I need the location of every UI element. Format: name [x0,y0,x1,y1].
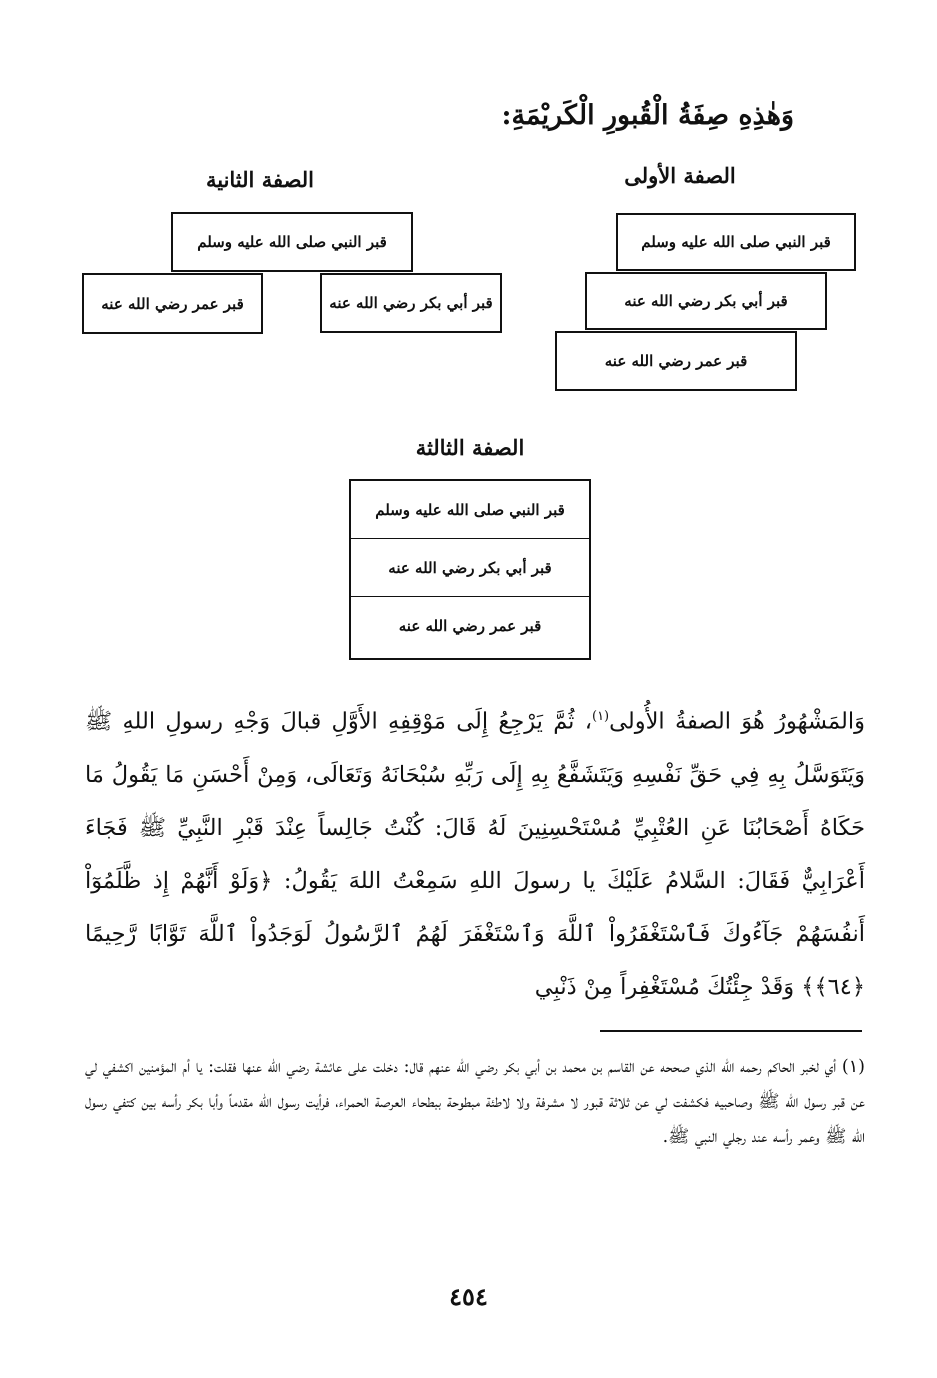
layout2-title: الصفة الثانية [205,167,315,192]
footnote: (١) أي لخبر الحاكم رحمه الله الذي صححه عن القاسم بن محمد بن أبي بكر رضي الله عنهم قال: دخلت على عائشة رضي الله عنها فقلت: يا أم المؤمنين اكشفي لي عن قبر رسول الله ﷺ وصاحبيه فكشفت لي عن ثلاثة قبور لا مشرفة ولا لاطئة مبطوحة ببطحاء العرصة الحمراء، فرأيت رسول الله مقدماً وأبا بكر رأسه بين كتفي رسول الله ﷺ وعمر رأسه عند رجلي النبي ﷺ. [85,1057,865,1147]
body-text-part2: ، ثُمَّ يَرْجِعُ إِلَى مَوْقِفِهِ الأَوَّلِ قبالَ وَجْهِ رسولِ اللهِ ﷺ وَيَتَوَسَّلُ بِهِ فِي حَقِّ نَفْسِهِ وَيَتَشَفَّعُ بِهِ إِلَى رَبِّهِ سُبْحَانَهُ وَتَعَالَى، وَمِنْ أَحْسَنِ مَا يَقُولُ مَا حَكَاهُ أَصْحَابُنَا عَنِ العُتْبِيِّ مُسْتَحْسِنِينَ لَهُ قَالَ: كُنْتُ جَالِساً عِنْدَ قَبْرِ النَّبِيِّ ﷺ فَجَاءَ أَعْرَابِيٌّ فَقَالَ: السَّلامُ عَلَيْكَ يا رسولَ اللهِ سَمِعْتُ اللهَ يَقُولُ: ﴿وَلَوْ أَنَّهُمْ إِذ ظَّلَمُوٓاْ أَنفُسَهُمْ جَآءُوكَ فَٱسْتَغْفَرُواْ ٱللَّهَ وَٱسْتَغْفَرَ لَهُمُ ٱلرَّسُولُ لَوَجَدُواْ ٱللَّهَ تَوَّابًا رَّحِيمًا ﴿٦٤﴾﴾ وَقَدْ جِئْتُكَ مُسْتَغْفِراً مِنْ ذَنْبِي [85,708,865,1000]
layout1-abubakr-grave: قبر أبي بكر رضي الله عنه [585,272,827,330]
body-text-part1: وَالمَشْهُورُ هُوَ الصفةُ الأُولى [609,708,865,735]
layout2-prophet-grave: قبر النبي صلى الله عليه وسلم [171,212,413,272]
layout1-umar-grave: قبر عمر رضي الله عنه [555,331,797,391]
page-number: ٤٥٤ [449,1282,488,1311]
layout2-abubakr-grave: قبر أبي بكر رضي الله عنه [320,273,502,333]
footnote-divider [600,1030,862,1032]
intro-line: وَهٰذِهِ صِفَةُ الْقُبورِ الْكَريْمَةِ: [501,100,794,131]
layout3-umar-grave: قبر عمر رضي الله عنه [398,617,542,635]
body-paragraph [85,690,865,1014]
layout2-umar-grave: قبر عمر رضي الله عنه [82,273,263,334]
footnote-reference: (١) [591,709,610,724]
layout3-abubakr-grave: قبر أبي بكر رضي الله عنه [351,539,589,597]
layout3-prophet-grave: قبر النبي صلى الله عليه وسلم [351,481,589,539]
layout1-title: الصفة الأولى [624,163,736,188]
layout3-title: الصفة الثالثة [415,435,525,460]
layout3-diagram [349,479,591,660]
layout1-prophet-grave: قبر النبي صلى الله عليه وسلم [616,213,856,271]
